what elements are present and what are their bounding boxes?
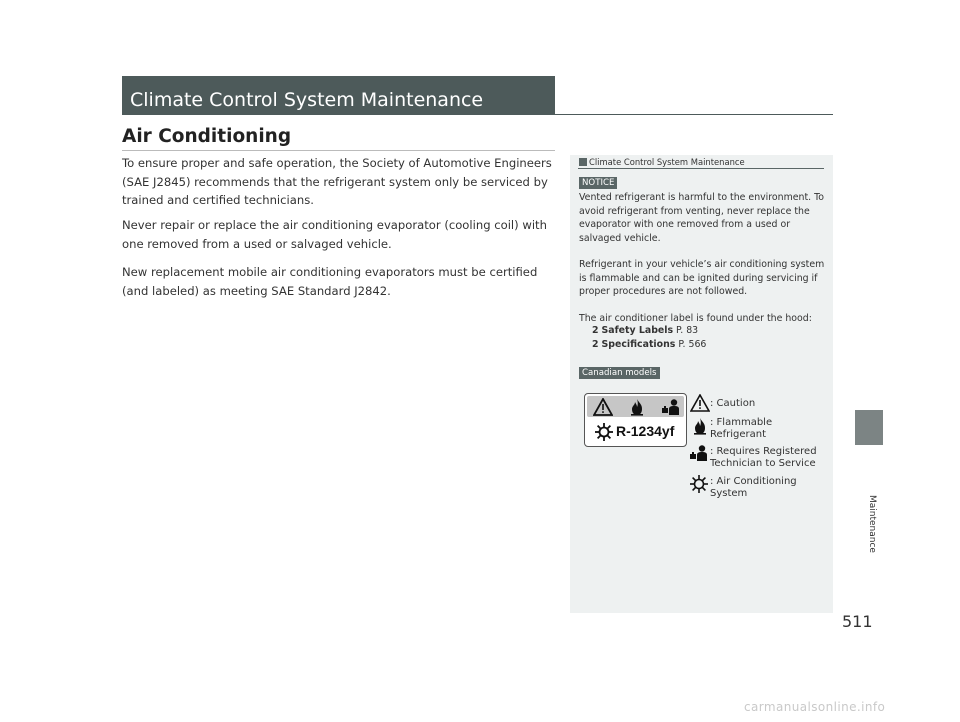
label-location-text: The air conditioner label is found under the hood: (579, 313, 812, 324)
technician-icon (660, 398, 682, 416)
chapter-tab-label (867, 495, 877, 553)
section-header-rule (555, 114, 833, 115)
notice-badge: NOTICE (579, 177, 617, 189)
ref-label: Safety Labels (601, 325, 674, 336)
footer-watermark: carmanualsonline.info (744, 700, 886, 714)
sidebar-title-rule (578, 168, 824, 169)
page-heading: Air Conditioning (122, 126, 292, 147)
ref-safety-labels[interactable] (592, 325, 698, 336)
flame-icon (629, 398, 645, 416)
sidebar-marker-icon (579, 158, 587, 166)
chapter-tab-label-text: Maintenance (867, 495, 877, 553)
page-number: 511 (842, 612, 873, 631)
ac-system-icon (594, 422, 614, 442)
caution-triangle-icon (690, 394, 710, 412)
section-title: Climate Control System Maintenance (130, 89, 484, 111)
ac-system-icon (689, 474, 709, 494)
flame-icon (692, 417, 708, 435)
legend-technician-text: : Requires Registered Technician to Service (710, 446, 817, 469)
technician-icon (688, 444, 710, 462)
legend-caution-text: : Caution (710, 398, 756, 409)
ref-specifications[interactable] (592, 339, 706, 350)
ref-page: P. 83 (676, 325, 699, 336)
refrigerant-warning-text: Refrigerant in your vehicle’s air conditioning system is flammable and can be ignited during servicing if proper procedures are not followed. (579, 259, 825, 297)
sidebar-title-text: Climate Control System Maintenance (589, 157, 745, 167)
chapter-side-tab[interactable] (855, 410, 883, 445)
ref-page: P. 566 (678, 339, 707, 350)
heading-rule (122, 150, 555, 151)
ac-label-illustration (584, 393, 687, 447)
ac-label-icon-strip (587, 396, 684, 417)
sidebar-title (579, 157, 745, 167)
notice-text: Vented refrigerant is harmful to the environment. To avoid refrigerant from venting, never replace the evaporator with one removed from a used or salvaged vehicle. (579, 192, 824, 244)
ref-arrow-icon: 2 (592, 325, 599, 336)
body-paragraph-3: New replacement mobile air conditioning evaporators must be certified (and labeled) as meeting SAE Standard J2842. (122, 265, 538, 298)
legend-flammable-text: : Flammable Refrigerant (710, 417, 773, 440)
ref-label: Specifications (601, 339, 676, 350)
body-paragraph-1: To ensure proper and safe operation, the Society of Automotive Engineers (SAE J2845) recommends that the refrigerant system only be serviced by trained and certified technicians. (122, 156, 552, 207)
refrigerant-type-label: R-1234yf (616, 423, 675, 439)
body-paragraph-2: Never repair or replace the air conditioning evaporator (cooling coil) with one removed from a used or salvaged vehicle. (122, 218, 547, 251)
canadian-models-badge: Canadian models (579, 367, 660, 379)
legend-ac-system-text: : Air Conditioning System (710, 476, 797, 499)
ref-arrow-icon: 2 (592, 339, 599, 350)
caution-triangle-icon (593, 398, 613, 416)
